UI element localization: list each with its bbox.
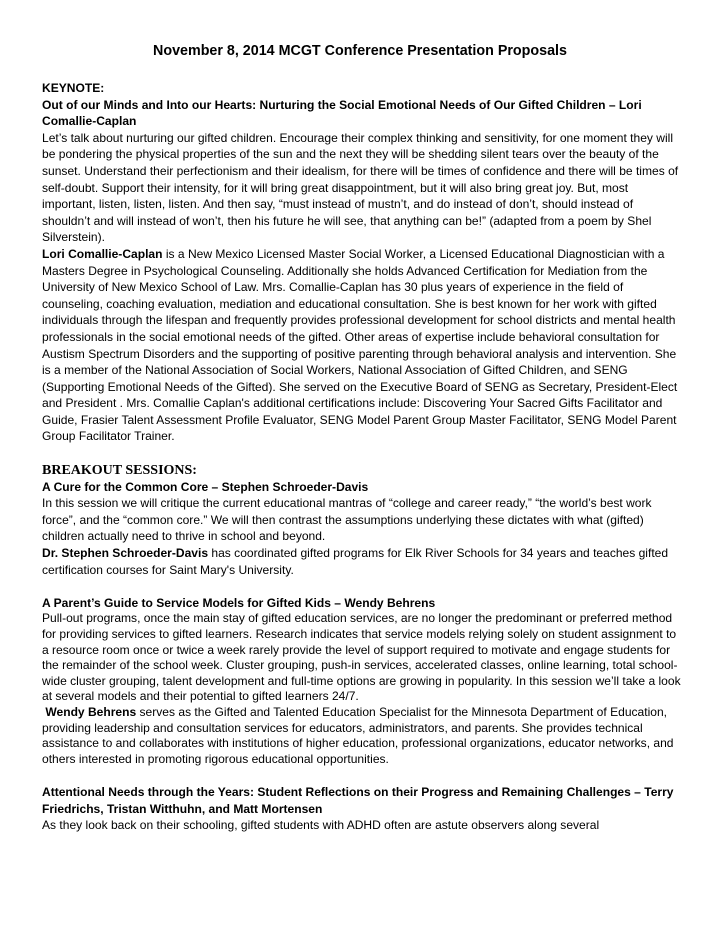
section-spacer	[42, 578, 682, 595]
keynote-label: KEYNOTE:	[42, 81, 105, 95]
keynote-description: Let’s talk about nurturing our gifted children. Encourage their complex thinking and sensitivity, for one moment they will be pondering the physical properties of the sun and the next they will be shedding silent tears over the beauty of the sunset. Understand their perfectionism and their idealism, for there will be times of confidence and there will be times of self-doubt. Support their intensity, for it will bring great disappointment, but it will also bring great joy. But, most important, listen, listen, listen. And then say, “must instead of mustn’t, and do instead of don’t, should instead of shouldn’t and will instead of won’t, then his future he will see, that anything can be!” (adapted from a poem by Shel Silverstein).	[42, 130, 679, 245]
session-3-heading: Attentional Needs through the Years: Student Reflections on their Progress and Remaining Challenges – Terry Friedrichs, Tristan Witthuhn, and Matt Mortensen	[42, 784, 674, 816]
session-1-description: In this session we will critique the current educational mantras of “college and career ready,” “the world’s best work force”, and the “common core.” We will then contrast the assumptions underlying these dictates with what (gifted) children actually need to thrive in school and beyond.	[42, 496, 652, 544]
keynote-bio-text: is a New Mexico Licensed Master Social Worker, a Licensed Educational Diagnostician with a Masters Degree in Psychological Counseling. Additionally she holds Advanced Certification for Mediation from the University of New Mexico School of Law. Mrs. Comallie-Caplan has 30 plus years of experience in the field of counseling, coaching evaluation, mediation and educational consultation. She is best known for her work with gifted individuals through the lifespan and frequently provides professional development for school districts and mental health professionals in the social emotional needs of the gifted. Other areas of expertise include behavioral consultation for Austism Spectrum Disorders and the supporting of positive parenting through behavioral analysis and intervention. She is a member of the National Association of Social Workers, National Association of Gifted Children, and SENG (Supporting Emotional Needs of the Gifted). She served on the Executive Board of SENG as Secretary, President-Elect and President . Mrs. Comallie Caplan's additional certifications include: Discovering Your Sacred Gifts Facilitator and Guide, Frasier Talent Assessment Profile Evaluator, SENG Model Parent Group Master Facilitator, SENG Model Parent Group Facilitator Trainer.	[42, 246, 678, 444]
session-2-bio-name: Wendy Behrens	[45, 704, 137, 719]
session-2-bio	[42, 705, 682, 767]
keynote-heading: Out of our Minds and Into our Hearts: Nurturing the Social Emotional Needs of Our Gifted Children – Lori Comallie-Caplan	[42, 97, 642, 129]
session-1-bio	[42, 545, 682, 578]
session-1-heading: A Cure for the Common Core – Stephen Schroeder-Davis	[42, 479, 369, 494]
document-body	[42, 80, 682, 834]
session-2-description: Pull-out programs, once the main stay of gifted education services, are no longer the predominant or preferred method for providing services to gifted learners. Research indicates that service models relying solely on student assignment to a resource room once or twice a week rarely provide the level of support required to motivate and engage students for the remainder of the school week. Cluster grouping, push-in services, accelerated classes, online learning, total school-wide cluster grouping, talent development and full-time options are growing in popularity. In this session we’ll take a look at several models and their potential to gifted learners 24/7.	[42, 611, 681, 704]
keynote-bio	[42, 246, 682, 445]
session-2-heading: A Parent’s Guide to Service Models for Gifted Kids – Wendy Behrens	[42, 595, 436, 610]
session-2-bio-text: serves as the Gifted and Talented Education Specialist for the Minnesota Department of Education, providing leadership and consultation services for educators, administrators, and parents. She provides technical assistance to and collaborates with institutions of higher education, professional organizations, educator networks, and others interested in promoting rigorous educational opportunities.	[42, 704, 674, 766]
session-1-bio-text: has coordinated gifted programs for Elk River Schools for 34 years and teaches gifted certification courses for Saint Mary's University.	[42, 546, 669, 577]
breakout-label: BREAKOUT SESSIONS:	[42, 462, 197, 478]
section-spacer	[42, 767, 682, 784]
section-spacer	[42, 445, 682, 462]
keynote-bio-name: Lori Comallie-Caplan	[42, 246, 163, 261]
page-title: November 8, 2014 MCGT Conference Presentation Proposals	[153, 43, 567, 59]
session-1-bio-name: Dr. Stephen Schroeder-Davis	[42, 546, 209, 561]
session-3-description: As they look back on their schooling, gifted students with ADHD often are astute observers along several	[42, 818, 600, 833]
